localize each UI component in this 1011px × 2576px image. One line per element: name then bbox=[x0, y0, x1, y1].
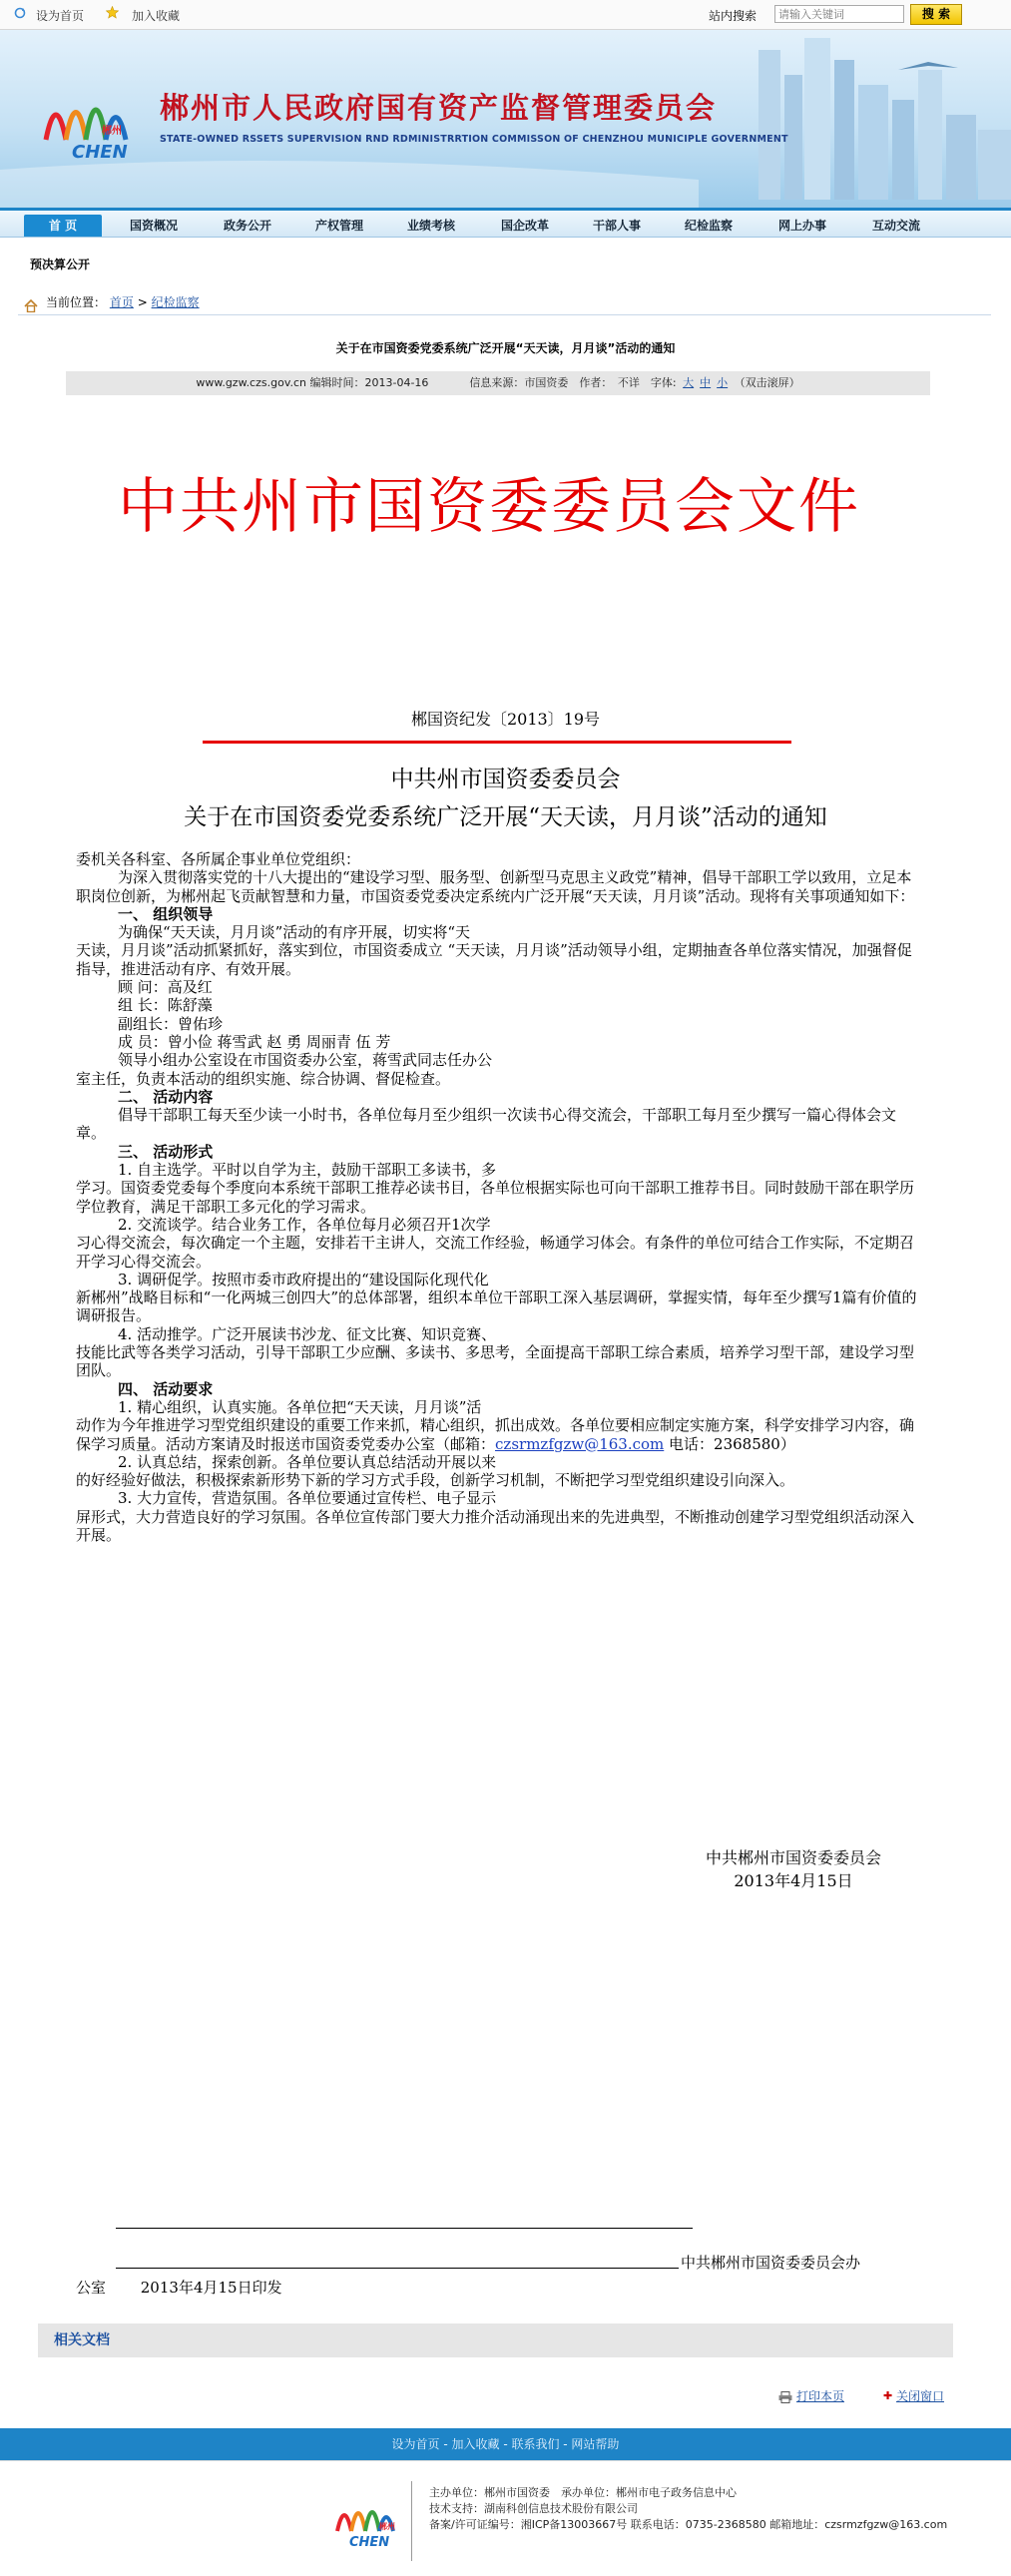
nav-performance[interactable]: 业绩考核 bbox=[406, 219, 455, 233]
paragraph: 3. 大力宣传，营造氛围。各单位要通过宣传栏、电子显示 bbox=[118, 1489, 497, 1508]
search-button[interactable]: 搜 索 bbox=[910, 4, 962, 25]
search-label: 站内搜索 bbox=[709, 9, 758, 23]
breadcrumb-label: 当前位置： bbox=[46, 295, 107, 309]
close-icon: ✚ bbox=[883, 2389, 893, 2402]
search-input[interactable] bbox=[774, 5, 904, 23]
member-line: 副组长：曾佑珍 bbox=[118, 1014, 224, 1033]
subnav-budget[interactable]: 预决算公开 bbox=[30, 258, 91, 271]
footer-rule bbox=[116, 2268, 679, 2269]
set-home-link[interactable]: 设为首页 bbox=[36, 9, 85, 23]
footer-line: 技术支持：湖南科创信息技术股份有限公司 bbox=[429, 2502, 638, 2515]
member-line: 成 员：曾小俭 蒋雪武 赵 勇 周丽青 伍 芳 bbox=[118, 1032, 391, 1051]
font-size-mid[interactable]: 中 bbox=[700, 376, 712, 389]
paragraph: 3. 调研促学。按照市委市政府提出的“建设国际化现代化 bbox=[118, 1270, 489, 1288]
breadcrumb-home-link[interactable]: 首页 bbox=[109, 295, 134, 309]
meta-site: www.gzw.czs.gov.cn 编辑时间：2013-04-16 bbox=[196, 376, 429, 389]
site-subtitle: STATE-OWNED RSSETS SUPERVISION RND RDMINISTRRTION COMMISSON OF CHENZHOU MUNICIPLE GOVERNMENT bbox=[160, 134, 788, 145]
nav-personnel[interactable]: 干部人事 bbox=[592, 219, 641, 233]
paragraph: 2. 认真总结，探索创新。各单位要认真总结活动开展以来 bbox=[118, 1452, 497, 1471]
document-number: 郴国资纪发〔2013〕19号 bbox=[410, 710, 601, 729]
site-banner bbox=[0, 30, 1011, 208]
main-nav bbox=[0, 208, 1011, 238]
star-icon bbox=[106, 6, 119, 22]
bottom-links-bar[interactable]: 设为首页 - 加入收藏 - 联系我们 - 网站帮助 bbox=[0, 2428, 1011, 2460]
sign-org: 中共郴州市国资委委员会 bbox=[705, 1848, 881, 1867]
footer-logo bbox=[331, 2485, 401, 2555]
paragraph: 技能比武等各类学习活动，引导干部职工少应酬、多读书、多思考，全面提高干部职工综合素质，培养学习型干部，建设学习型团队。 bbox=[76, 1343, 915, 1380]
paragraph: 室主任，负责本活动的组织实施、综合协调、督促检查。 bbox=[76, 1069, 451, 1088]
site-logo bbox=[36, 70, 140, 170]
section-heading: 一、 组织领导 bbox=[118, 904, 214, 923]
meta-scroll: （双击滚屏） bbox=[734, 376, 800, 389]
nav-interaction[interactable]: 互动交流 bbox=[871, 219, 920, 233]
site-title: 郴州市人民政府国有资产监督管理委员会 bbox=[160, 91, 718, 125]
footer-rule bbox=[116, 2228, 693, 2229]
signature-block bbox=[659, 1846, 928, 1892]
bookmark-link[interactable]: 加入收藏 bbox=[132, 9, 181, 23]
paragraph: 新郴州”战略目标和“一化两城三创四大”的总体部署，组织本单位干部职工深入基层调研，掌握实情，每年至少撰写1篇有价值的调研报告。 bbox=[76, 1288, 917, 1325]
nav-property[interactable]: 产权管理 bbox=[314, 219, 363, 233]
phone-text: 电话：2368580） bbox=[664, 1434, 795, 1453]
paragraph: 4. 活动推学。广泛开展读书沙龙、征文比赛、知识竞赛、 bbox=[118, 1324, 497, 1343]
salutation: 委机关各科室、各所属企事业单位党组织： bbox=[76, 850, 361, 868]
section-heading: 三、 活动形式 bbox=[118, 1142, 214, 1161]
footer-info bbox=[429, 2485, 947, 2533]
article-meta bbox=[66, 371, 930, 395]
paragraph: 学习。国资委党委每个季度向本系统干部职工推荐必读书目，各单位根据实际也可向干部职工推荐书目。同时鼓励干部在职学历学位教育，满足干部职工多元化的学习需求。 bbox=[76, 1179, 915, 1216]
section-heading: 四、 活动要求 bbox=[118, 1379, 214, 1398]
breadcrumb-sep: > bbox=[137, 295, 148, 309]
paragraph: 为确保“天天读，月月谈”活动的有序开展，切实将“天 bbox=[118, 923, 471, 942]
paragraph: 领导小组办公室设在市国资委办公室，蒋雪武同志任办公 bbox=[118, 1051, 493, 1070]
paragraph: 的好经验好做法，积极探索新形势下新的学习方式手段，创新学习机制，不断把学习型党组织建设引向深入。 bbox=[76, 1471, 795, 1490]
paragraph: 2. 交流谈学。结合业务工作，各单位每月必须召开1次学 bbox=[118, 1215, 491, 1234]
nav-online-service[interactable]: 网上办事 bbox=[777, 219, 826, 233]
nav-overview[interactable]: 国资概况 bbox=[129, 219, 178, 233]
paragraph bbox=[76, 1416, 920, 1453]
logo-en-text: CHEN bbox=[72, 142, 128, 163]
footer-issuer: 中共郴州市国资委委员会办 bbox=[681, 2254, 861, 2272]
document-issuer: 中共州市国资委委员会 bbox=[390, 767, 621, 792]
paragraph: 1. 精心组织，认真实施。各单位把“天天读，月月谈”活 bbox=[118, 1397, 482, 1416]
paragraph: 1. 自主选学。平时以自学为主，鼓励干部职工多读书，多 bbox=[118, 1161, 497, 1180]
refresh-icon bbox=[14, 7, 26, 22]
meta-source: 信息来源：市国资委 作者： 不详 字体: bbox=[469, 376, 677, 389]
email-link[interactable]: czsrmzfgzw@163.com bbox=[495, 1434, 665, 1453]
breadcrumb-section-link[interactable]: 纪检监察 bbox=[151, 295, 200, 309]
nav-discipline[interactable]: 纪检监察 bbox=[684, 219, 733, 233]
print-icon bbox=[778, 2388, 792, 2407]
paragraph: 倡导干部职工每天至少读一小时书，各单位每月至少组织一次读书心得交流会，干部职工每月至少撰写一篇心得体会文章。 bbox=[76, 1106, 897, 1143]
footer-divider bbox=[411, 2481, 412, 2561]
related-docs-header: 相关文档 bbox=[38, 2323, 953, 2357]
print-link[interactable]: 打印本页 bbox=[796, 2389, 845, 2403]
nav-reform[interactable]: 国企改革 bbox=[500, 219, 549, 233]
footer-logo-en: CHEN bbox=[349, 2535, 390, 2550]
footer-line: 备案/许可证编号：湘ICP备13003667号 联系电话：0735-2368580 邮箱地址：czsrmzfgzw@163.com bbox=[429, 2518, 948, 2531]
red-header: 中共州市国资委委员会文件 bbox=[118, 472, 860, 542]
site-footer bbox=[0, 2460, 1011, 2576]
sign-date: 2013年4月15日 bbox=[734, 1871, 853, 1890]
document-subject: 关于在市国资委党委系统广泛开展“天天读，月月谈”活动的通知 bbox=[184, 804, 827, 830]
footer-office-date: 公室 2013年4月15日印发 bbox=[76, 2279, 282, 2297]
logo-cn-text: 郴州 bbox=[102, 126, 122, 137]
section-heading: 二、 活动内容 bbox=[118, 1087, 214, 1106]
top-bar bbox=[0, 0, 1011, 30]
nav-gov-affairs[interactable]: 政务公开 bbox=[223, 219, 271, 233]
footer-logo-cn: 郴州 bbox=[379, 2522, 395, 2531]
font-size-small[interactable]: 小 bbox=[717, 376, 729, 389]
font-size-big[interactable]: 大 bbox=[683, 376, 695, 389]
paragraph: 为深入贯彻落实党的十八大提出的“建设学习型、服务型、创新型马克思主义政党”精神，倡导干部职工学以致用，立足本职岗位创新，为郴州起飞贡献智慧和力量，市国资委党委决定系统内广泛开展“天天读，月月谈”活动。现将有关事项通知如下： bbox=[76, 868, 915, 905]
home-icon bbox=[24, 295, 38, 321]
paragraph: 天读，月月谈”活动抓紧抓好，落实到位，市国资委成立 “天天读，月月谈”活动领导小组，定期抽查各单位落实情况，加强督促指导，推进活动有序、有效开展。 bbox=[76, 941, 912, 978]
member-line: 组 长：陈舒藻 bbox=[118, 996, 213, 1015]
article-title: 关于在市国资委党委系统广泛开展“天天读，月月谈”活动的通知 bbox=[335, 341, 676, 355]
footer-line: 主办单位：郴州市国资委 承办单位：郴州市电子政务信息中心 bbox=[429, 2486, 737, 2499]
red-divider bbox=[203, 741, 791, 744]
paragraph: 屏形式，大力营造良好的学习氛围。各单位宣传部门要大力推介活动涌现出来的先进典型，不断推动创建学习型党组织活动深入开展。 bbox=[76, 1507, 915, 1544]
paragraph: 习心得交流会，每次确定一个主题，安排若干主讲人，交流工作经验，畅通学习体会。有条件的单位可结合工作实际，不定期召开学习心得交流会。 bbox=[76, 1234, 915, 1271]
nav-home[interactable]: 首 页 bbox=[24, 215, 102, 237]
member-line: 顾 问：高及红 bbox=[118, 978, 213, 997]
close-window-link[interactable]: 关闭窗口 bbox=[896, 2389, 945, 2403]
breadcrumb bbox=[18, 289, 991, 315]
paragraph-text: 动作为今年推进学习型党组织建设的重要工作来抓，精心组织，抓出成效。各单位要相应制定实施方案，科学安排学习内容，确保学习质量。活动方案请及时报送市国资委党委办公室（邮箱： bbox=[76, 1416, 915, 1453]
document-body bbox=[76, 850, 920, 1544]
